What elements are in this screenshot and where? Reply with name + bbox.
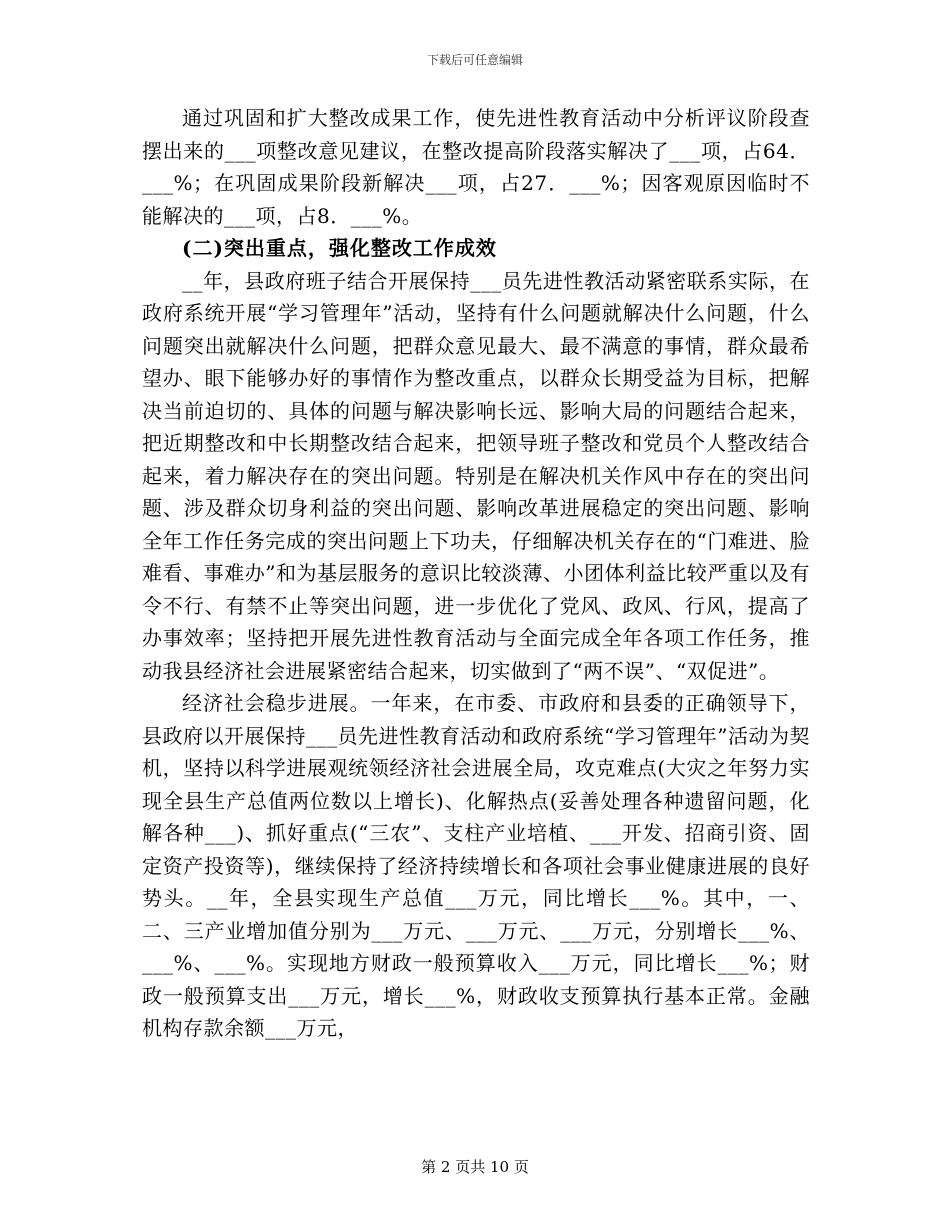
paragraph-consolidation-results: 通过巩固和扩大整改成果工作，使先进性教育活动中分析评议阶段查摆出来的___项整改意见建议，在整改提高阶段落实解决了___项，占64．___%；在巩固成果阶段新解决___项，占27．___%；因客观原因临时不能解决的___项，占8．___%。 bbox=[142, 106, 810, 228]
page-number: 第 2 页共 10 页 bbox=[421, 1158, 529, 1176]
section-heading: (二)突出重点，强化整改工作成效 bbox=[182, 236, 497, 260]
document-body bbox=[142, 102, 810, 1045]
paragraph-rectification-focus: __年，县政府班子结合开展保持___员先进性教活动紧密联系实际，在政府系统开展“学习管理年”活动，坚持有什么问题就解决什么问题，什么问题突出就解决什么问题，把群众意见最大、最不满意的事情，群众最希望办、眼下能够办好的事情作为整改重点，以群众长期受益为目标，把解决当前迫切的、具体的问题与解决影响长远、影响大局的问题结合起来，把近期整改和中长期整改结合起来，把领导班子整改和党员个人整改结合起来，着力解决存在的突出问题。特别是在解决机关作风中存在的突出问题、涉及群众切身利益的突出问题、影响改革进展稳定的突出问题、影响全年工作任务完成的突出问题上下功夫，仔细解决机关存在的“门难进、脸难看、事难办”和为基层服务的意识比较淡薄、小团体利益比较严重以及有令不行、有禁不止等突出问题，进一步优化了党风、政风、行风，提高了办事效率；坚持把开展先进性教育活动与全面完成全年各项工作任务，推动我县经济社会进展紧密结合起来，切实做到了“两不误”、“双促进”。 bbox=[142, 268, 810, 683]
page-header: 下载后可任意编辑 bbox=[426, 53, 523, 67]
paragraph-economic-development: 经济社会稳步进展。一年来，在市委、市政府和县委的正确领导下，县政府以开展保持___员先进性教育活动和政府系统“学习管理年”活动为契机，坚持以科学进展观统领经济社会进展全局，攻克难点(大灾之年努力实现全县生产总值两位数以上增长)、化解热点(妥善处理各种遗留问题，化解各种___)、抓好重点(“三农”、支柱产业培植、___开发、招商引资、固定资产投资等)，继续保持了经济持续增长和各项社会事业健康进展的良好势头。__年，全县实现生产总值___万元，同比增长___%。其中，一、二、三产业增加值分别为___万元、___万元、___万元，分别增长___%、___%、___%。实现地方财政一般预算收入___万元，同比增长___%；财政一般预算支出___万元，增长___%，财政收支预算执行基本正常。金融机构存款余额___万元， bbox=[142, 691, 810, 1040]
